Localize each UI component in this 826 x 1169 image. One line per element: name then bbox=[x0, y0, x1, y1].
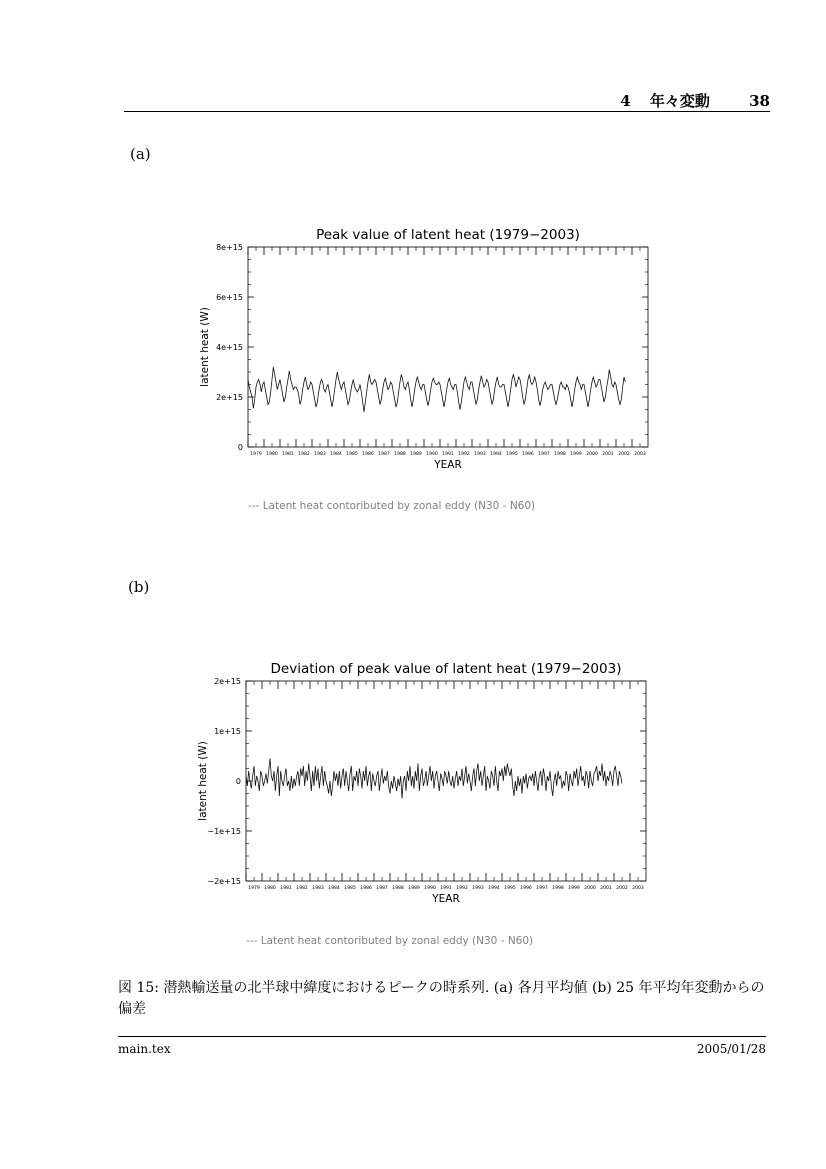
y-tick-label: 2e+15 bbox=[216, 393, 243, 402]
chart-legend: --- Latent heat contoributed by zonal eddy (N30 - N60) bbox=[246, 935, 534, 947]
footer-filename: main.tex bbox=[118, 1042, 171, 1056]
x-tick-label: 1986 bbox=[362, 452, 374, 457]
chart-legend: --- Latent heat contoributed by zonal eddy (N30 - N60) bbox=[248, 500, 536, 512]
y-axis-label: latent heat (W) bbox=[197, 741, 209, 821]
y-tick-label: 2e+15 bbox=[214, 677, 241, 686]
x-tick-label: 1997 bbox=[538, 452, 550, 457]
chart-title: Deviation of peak value of latent heat (1979−2003) bbox=[270, 661, 622, 677]
x-tick-label: 1994 bbox=[488, 886, 500, 891]
x-tick-label: 1993 bbox=[472, 886, 484, 891]
x-tick-label: 1985 bbox=[346, 452, 358, 457]
x-tick-label: 2001 bbox=[602, 452, 614, 457]
x-tick-label: 1999 bbox=[568, 886, 580, 891]
x-tick-label: 1996 bbox=[520, 886, 532, 891]
x-tick-label: 1991 bbox=[442, 452, 454, 457]
y-tick-label: 0 bbox=[235, 777, 241, 786]
x-tick-label: 2003 bbox=[632, 886, 644, 891]
panel-label-b: (b) bbox=[128, 578, 150, 596]
x-tick-label: 1996 bbox=[522, 452, 534, 457]
x-tick-label: 2002 bbox=[618, 452, 630, 457]
x-tick-label: 1986 bbox=[360, 886, 372, 891]
x-tick-label: 1982 bbox=[296, 886, 308, 891]
y-tick-label: 4e+15 bbox=[216, 343, 243, 352]
series-line bbox=[246, 759, 622, 799]
y-tick-label: 0 bbox=[237, 443, 243, 452]
x-tick-label: 1995 bbox=[506, 452, 518, 457]
x-tick-label: 1979 bbox=[250, 452, 262, 457]
x-axis-label: YEAR bbox=[434, 459, 462, 471]
y-tick-label: −2e+15 bbox=[207, 877, 241, 886]
x-tick-label: 2000 bbox=[584, 886, 596, 891]
chapter-number: 4 bbox=[620, 92, 631, 110]
x-axis-label: YEAR bbox=[432, 893, 460, 905]
x-tick-label: 1989 bbox=[410, 452, 422, 457]
x-tick-label: 1998 bbox=[554, 452, 566, 457]
chart-title: Peak value of latent heat (1979−2003) bbox=[316, 227, 580, 243]
x-tick-label: 1979 bbox=[248, 886, 260, 891]
x-tick-label: 1987 bbox=[378, 452, 390, 457]
x-tick-label: 1984 bbox=[328, 886, 340, 891]
x-tick-label: 1995 bbox=[504, 886, 516, 891]
y-axis-label: latent heat (W) bbox=[199, 307, 211, 387]
panel-label-a: (a) bbox=[130, 145, 151, 163]
plot-frame bbox=[246, 681, 646, 881]
x-tick-label: 1981 bbox=[282, 452, 294, 457]
chapter-title: 年々変動 bbox=[649, 92, 710, 110]
x-tick-label: 2000 bbox=[586, 452, 598, 457]
x-tick-label: 1999 bbox=[570, 452, 582, 457]
figure-caption: 図 15: 潜熱輸送量の北半球中緯度におけるピークの時系列. (a) 各月平均値 (b) 25 年平均年変動からの偏差 bbox=[118, 980, 765, 1017]
page-number: 38 bbox=[749, 92, 770, 110]
x-tick-label: 1992 bbox=[458, 452, 470, 457]
footer-date: 2005/01/28 bbox=[696, 1042, 766, 1056]
x-tick-label: 2003 bbox=[634, 452, 646, 457]
x-tick-label: 2002 bbox=[616, 886, 628, 891]
x-tick-label: 1988 bbox=[392, 886, 404, 891]
y-tick-label: 6e+15 bbox=[216, 293, 243, 302]
x-tick-label: 1985 bbox=[344, 886, 356, 891]
footer-rule bbox=[118, 1036, 766, 1037]
x-tick-label: 1993 bbox=[474, 452, 486, 457]
x-tick-label: 1983 bbox=[314, 452, 326, 457]
x-tick-label: 1988 bbox=[394, 452, 406, 457]
x-tick-label: 1982 bbox=[298, 452, 310, 457]
y-tick-label: 8e+15 bbox=[216, 243, 243, 252]
x-tick-label: 1989 bbox=[408, 886, 420, 891]
x-tick-label: 1984 bbox=[330, 452, 342, 457]
x-tick-label: 1994 bbox=[490, 452, 502, 457]
x-tick-label: 1980 bbox=[266, 452, 278, 457]
x-tick-label: 1980 bbox=[264, 886, 276, 891]
y-tick-label: 1e+15 bbox=[214, 727, 241, 736]
x-tick-label: 1983 bbox=[312, 886, 324, 891]
x-tick-label: 1981 bbox=[280, 886, 292, 891]
x-tick-label: 2001 bbox=[600, 886, 612, 891]
x-tick-label: 1998 bbox=[552, 886, 564, 891]
x-tick-label: 1991 bbox=[440, 886, 452, 891]
x-tick-label: 1987 bbox=[376, 886, 388, 891]
x-tick-label: 1990 bbox=[426, 452, 438, 457]
x-tick-label: 1997 bbox=[536, 886, 548, 891]
x-tick-label: 1992 bbox=[456, 886, 468, 891]
x-tick-label: 1990 bbox=[424, 886, 436, 891]
y-tick-label: −1e+15 bbox=[207, 827, 241, 836]
